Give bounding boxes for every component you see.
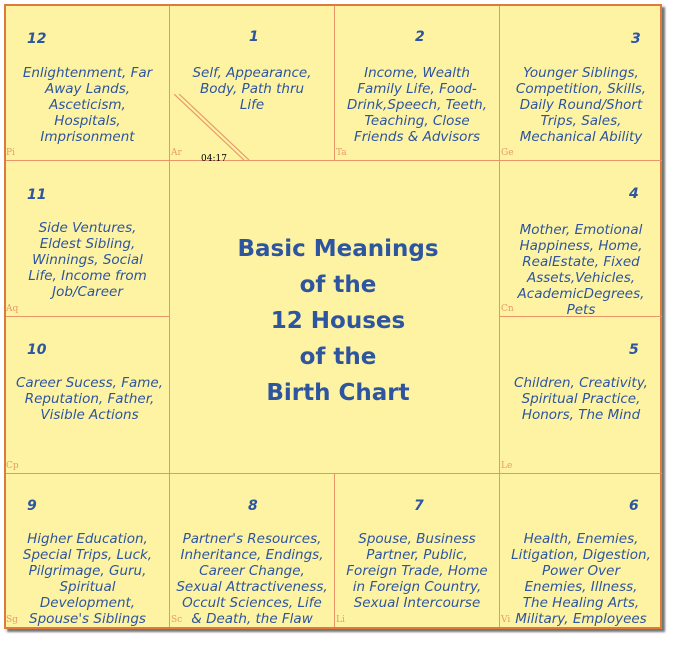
house-1 (170, 6, 334, 160)
sign-label: Pi (6, 148, 15, 158)
house-meaning: Enlightenment, Far Away Lands, Asceticism, Hospitals, Imprisonment (22, 65, 153, 145)
sign-label: Li (336, 615, 345, 625)
sign-label: Ge (501, 148, 514, 158)
sign-label: Ta (336, 148, 347, 158)
house-meaning: Children, Creativity, Spiritual Practice, Honors, The Mind (514, 375, 648, 423)
chart-title: Basic Meanings of the 12 Houses of the Birth Chart (237, 236, 439, 406)
sign-label: Ar (171, 148, 182, 158)
house-6 (500, 474, 662, 627)
house-number: 1 (249, 29, 259, 45)
house-meaning: Income, Wealth Family Life, Food- Drink,Speech, Teeth, Teaching, Close Friends & Advisors (346, 65, 487, 145)
sign-label: Aq (6, 304, 19, 314)
birth-chart (4, 4, 662, 629)
house-meaning: Younger Siblings, Competition, Skills, Daily Round/Short Trips, Sales, Mechanical Ability (515, 65, 647, 145)
house-number: 9 (27, 498, 37, 514)
house-meaning: Higher Education, Special Trips, Luck, Pilgrimage, Guru, Spiritual Development, Spouse's Siblings (22, 531, 153, 627)
house-number: 11 (27, 187, 47, 203)
house-8 (170, 474, 334, 627)
house-number: 8 (248, 498, 258, 514)
house-7 (335, 474, 499, 627)
house-3 (500, 6, 662, 160)
house-12 (6, 6, 169, 160)
house-2 (335, 6, 499, 160)
house-4 (500, 161, 662, 316)
house-meaning: Career Sucess, Fame, Reputation, Father, Visible Actions (16, 375, 163, 423)
house-number: 6 (629, 498, 639, 514)
sign-label: Sc (171, 615, 183, 625)
house-meaning: Spouse, Business Partner, Public, Foreign Trade, Home in Foreign Country, Sexual Intercourse (346, 531, 488, 611)
house-number: 12 (27, 31, 47, 47)
house-number: 10 (27, 342, 47, 358)
house-meaning: Self, Appearance, Body, Path thru Life (192, 65, 312, 113)
house-10 (6, 317, 169, 473)
house-number: 4 (629, 186, 639, 202)
sign-label: Vi (501, 615, 511, 625)
house-9 (6, 474, 169, 627)
house-number: 3 (631, 31, 641, 47)
house-meaning: Partner's Resources, Inheritance, Endings, Career Change, Sexual Attractiveness, Occult Sciences, Life & Death, the Flaw (176, 531, 328, 627)
house-5 (500, 317, 662, 473)
house-11 (6, 161, 169, 316)
sign-label: Cp (6, 461, 19, 471)
house-number: 2 (415, 29, 425, 45)
house-number: 7 (414, 498, 424, 514)
sign-label: Sg (6, 615, 18, 625)
house-meaning: Health, Enemies, Litigation, Digestion, Power Over Enemies, Illness, The Healing Arts, Military, Employees (511, 531, 651, 627)
sign-label: Le (501, 461, 513, 471)
house-meaning: Side Ventures, Eldest Sibling, Winnings, Social Life, Income from Job/Career (28, 220, 147, 300)
sign-label: Cn (501, 304, 514, 314)
house-meaning: Mother, Emotional Happiness, Home, RealEstate, Fixed Assets,Vehicles, AcademicDegrees, Pets (517, 222, 645, 318)
birth-time: 04:17 (201, 154, 227, 164)
house-number: 5 (629, 342, 639, 358)
